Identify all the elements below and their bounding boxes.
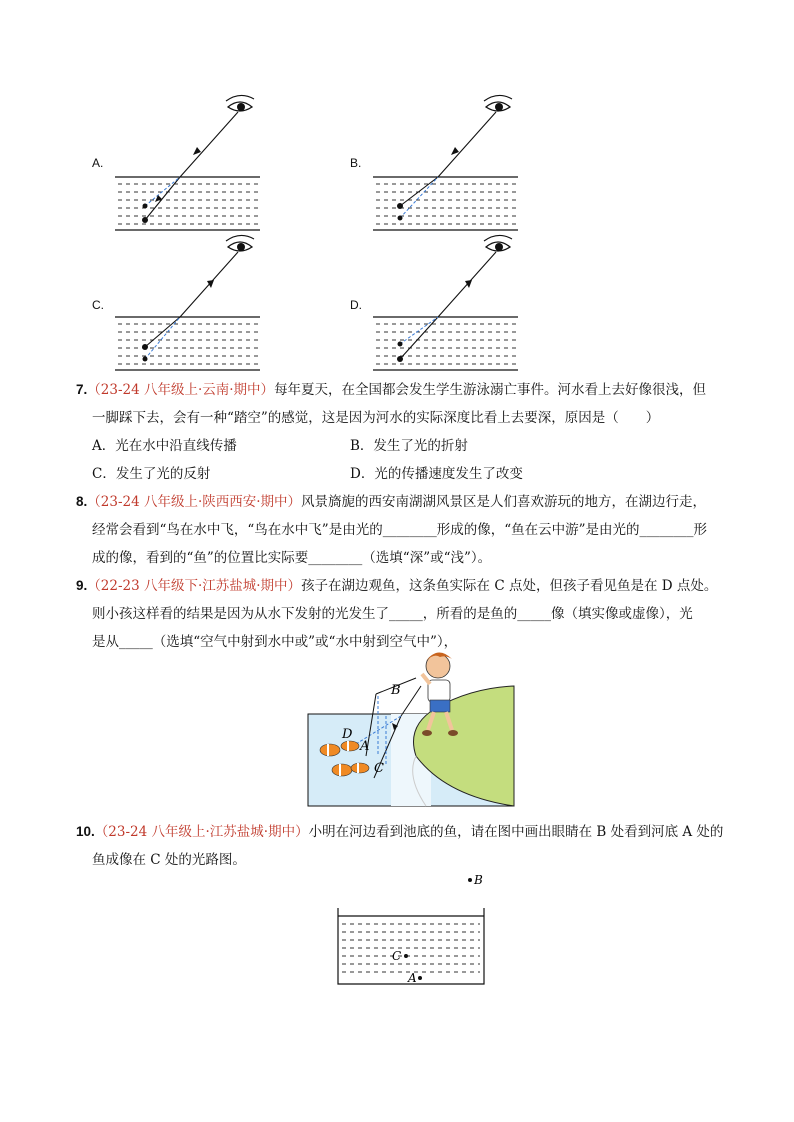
question-8-line1: 8.（23-24 八年级上·陕西西安·期中）风景旖旎的西安南湖湖风景区是人们喜欢游玩的地方，在湖边行走， <box>76 494 707 510</box>
question-8-line3: 成的像，看到的“鱼”的位置比实际要________（选填“深”或“浅”）。 <box>92 550 492 566</box>
label-c: C <box>374 761 384 776</box>
option-diagrams <box>0 0 794 370</box>
option-a-diagram <box>110 92 270 232</box>
option-d-diagram <box>368 232 528 372</box>
label-b: B <box>474 873 483 887</box>
question-9-line1: 9.（22-23 八年级下·江苏盐城·期中）孩子在湖边观鱼，这条鱼实际在 C 点处，但孩子看见鱼是在 D 点处。 <box>76 578 718 594</box>
option-c-diagram <box>110 232 270 372</box>
question-7-line1: 7.（23-24 八年级上·云南·期中）每年夏天，在全国都会发生学生游泳溺亡事件。河水看上去好像很浅，但 <box>76 382 707 398</box>
question-9-line3: 是从_____（选填“空气中射到水中或”或“水中射到空气中”）， <box>92 634 458 650</box>
question-9-line2: 则小孩这样看的结果是因为从水下发射的光发生了_____，所看的是鱼的_____像（填实像或虚像），光 <box>92 606 693 622</box>
question-number: 7. <box>76 382 88 397</box>
option-b-diagram <box>368 92 528 232</box>
option-a-label: A. <box>92 156 104 170</box>
question-number: 9. <box>76 578 88 593</box>
label-a: A <box>408 971 417 985</box>
label-d: D <box>342 727 353 742</box>
question-number: 10. <box>76 824 95 839</box>
question-9-figure <box>306 646 518 808</box>
question-7-line2: 一脚踩下去，会有一种“踏空”的感觉，这是因为河水的实际深度比看上去要深，原因是（ ） <box>92 410 660 426</box>
question-source: （22-23 八年级下·江苏盐城·期中） <box>87 578 302 594</box>
eye-icon <box>226 95 254 111</box>
label-a: A <box>360 739 370 754</box>
label-c: C <box>392 949 402 963</box>
choice-c[interactable]: C．发生了光的反射 <box>92 466 211 482</box>
choice-b[interactable]: B．发生了光的折射 <box>350 438 468 454</box>
option-b-label: B. <box>350 156 362 170</box>
eye-icon <box>484 95 512 111</box>
choice-a[interactable]: A．光在水中沿直线传播 <box>92 438 237 454</box>
question-source: （23-24 八年级上·江苏盐城·期中） <box>94 824 309 840</box>
eye-icon <box>226 235 254 251</box>
option-d-label: D. <box>350 298 362 312</box>
question-10-figure <box>330 868 490 988</box>
label-b: B <box>391 683 401 698</box>
option-c-label: C. <box>92 298 104 312</box>
question-10-line2: 鱼成像在 C 处的光路图。 <box>92 852 246 868</box>
question-source: （23-24 八年级上·陕西西安·期中） <box>87 494 302 510</box>
question-number: 8. <box>76 494 88 509</box>
question-source: （23-24 八年级上·云南·期中） <box>87 382 275 398</box>
question-10-line1: 10.（23-24 八年级上·江苏盐城·期中）小明在河边看到池底的鱼，请在图中画出眼睛在 B 处看到河底 A 处的 <box>76 824 724 840</box>
eye-icon <box>484 235 512 251</box>
question-8-line2: 经常会看到“鸟在水中飞，“鸟在水中飞”是由光的________形成的像，“鱼在云中游”是由光的________形 <box>92 522 708 538</box>
choice-d[interactable]: D．光的传播速度发生了改变 <box>350 466 523 482</box>
